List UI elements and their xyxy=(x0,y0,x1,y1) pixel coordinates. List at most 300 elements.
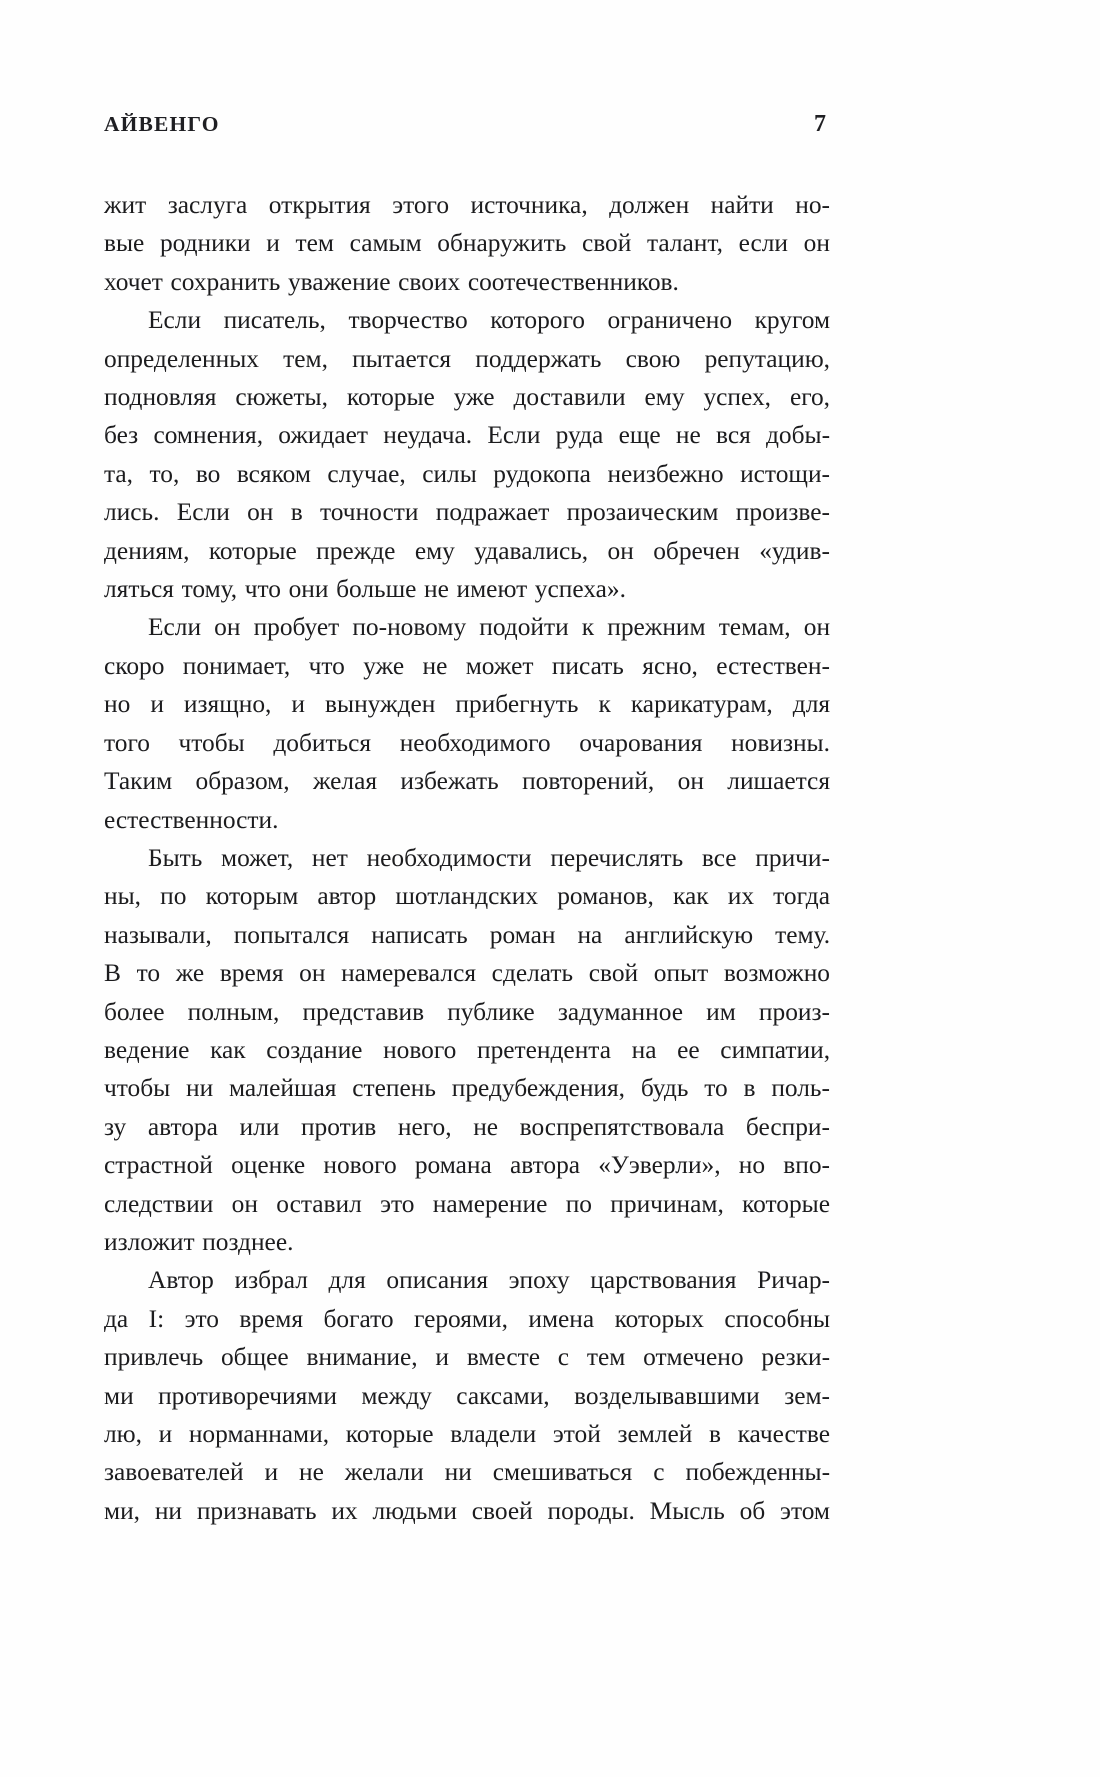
word: сюжеты, xyxy=(235,383,328,412)
word-space xyxy=(371,186,392,224)
word: талант, xyxy=(646,229,723,258)
word-space xyxy=(368,416,383,454)
word: тогда xyxy=(773,882,830,911)
word-space xyxy=(422,224,438,262)
word-space xyxy=(130,685,150,723)
word: нового xyxy=(323,1151,397,1180)
word-space xyxy=(172,762,195,800)
word-space xyxy=(432,1377,456,1415)
word-space xyxy=(290,647,308,685)
word: это xyxy=(380,1189,415,1218)
word-space xyxy=(328,340,352,378)
word-space xyxy=(718,493,735,531)
word-space xyxy=(570,1261,591,1299)
text-line xyxy=(104,762,830,800)
word: желали xyxy=(344,1458,424,1487)
word: найти xyxy=(710,191,774,219)
word-space xyxy=(740,532,759,570)
word: пытается xyxy=(352,344,452,373)
word-space xyxy=(788,224,804,262)
word-space xyxy=(391,263,399,301)
word: если xyxy=(738,229,788,258)
word-space xyxy=(495,378,514,416)
word: открытия xyxy=(268,191,371,219)
word-space xyxy=(434,1415,451,1453)
word: подойти xyxy=(479,613,569,642)
word-space xyxy=(701,416,716,454)
word: необходимости xyxy=(366,843,532,872)
word-space xyxy=(259,340,283,378)
word: автора xyxy=(147,1112,218,1141)
word-space xyxy=(240,608,253,646)
word-space xyxy=(133,455,149,493)
word-space xyxy=(689,186,710,224)
text-line xyxy=(104,532,830,570)
word: темам, xyxy=(718,613,791,642)
word: Если xyxy=(176,498,230,527)
word-space xyxy=(591,455,607,493)
word-space xyxy=(424,993,447,1031)
word: которые xyxy=(208,536,297,565)
word-space xyxy=(634,532,653,570)
word: удавались, xyxy=(474,536,589,565)
word: качестве xyxy=(737,1420,830,1448)
word: больше xyxy=(336,575,417,604)
word: ни xyxy=(186,1074,214,1103)
word-space xyxy=(163,263,171,301)
word: романов, xyxy=(557,882,654,911)
word: способны xyxy=(724,1304,831,1333)
word: противоречиями xyxy=(158,1381,337,1410)
text-line xyxy=(104,877,830,915)
word-space xyxy=(303,1300,323,1338)
word-space xyxy=(724,455,740,493)
word: которые xyxy=(345,1420,434,1448)
word-space xyxy=(602,916,624,954)
word-space xyxy=(603,416,618,454)
word-space xyxy=(449,1338,467,1376)
word: ведение xyxy=(104,1035,190,1064)
word: землей xyxy=(617,1420,693,1448)
word-space xyxy=(638,954,654,992)
word: того xyxy=(104,728,150,757)
word-space xyxy=(624,647,642,685)
word-space xyxy=(376,877,395,915)
word: следствии xyxy=(104,1189,214,1218)
word: впо- xyxy=(783,1151,830,1180)
word: но xyxy=(738,1151,766,1180)
word-space xyxy=(246,1031,267,1069)
word-space xyxy=(753,916,775,954)
word-space xyxy=(213,1185,231,1223)
word: родники xyxy=(159,229,251,258)
word-space xyxy=(683,839,702,877)
word-space xyxy=(189,532,208,570)
word-space xyxy=(721,1415,738,1453)
word: избрал xyxy=(234,1266,308,1295)
word-space xyxy=(334,224,350,262)
text-line xyxy=(104,1223,830,1261)
word-space xyxy=(195,1223,203,1261)
text-line xyxy=(104,301,830,339)
word: роман xyxy=(489,920,556,949)
word: еще xyxy=(618,421,661,450)
word: время xyxy=(219,959,284,988)
word-space xyxy=(704,1300,724,1338)
word-space xyxy=(625,1338,643,1376)
word-space xyxy=(601,1415,618,1453)
word-space xyxy=(160,954,176,992)
word: владели xyxy=(450,1420,537,1448)
word-space xyxy=(626,378,645,416)
word: необходимого xyxy=(399,728,551,757)
word: но- xyxy=(795,191,830,219)
word: побежденны- xyxy=(685,1458,831,1487)
word-space xyxy=(345,647,363,685)
word: ограничено xyxy=(607,306,733,335)
word: произ- xyxy=(758,997,830,1026)
word: он xyxy=(231,1189,258,1218)
word: имеют xyxy=(456,575,528,604)
text-line xyxy=(104,186,830,224)
word: тем xyxy=(586,1343,626,1372)
word-space xyxy=(488,1261,509,1299)
word-space xyxy=(172,1415,189,1453)
word: вые xyxy=(104,229,145,258)
word: героями, xyxy=(414,1304,508,1333)
text-line xyxy=(104,724,830,762)
word: и xyxy=(291,690,306,719)
word: силы xyxy=(422,459,477,488)
word-space xyxy=(656,1031,677,1069)
word: да xyxy=(104,1304,129,1333)
word-space xyxy=(698,647,716,685)
word: описания xyxy=(386,1266,488,1295)
word: против xyxy=(300,1112,377,1141)
word-space xyxy=(436,1069,452,1107)
word: тем, xyxy=(283,344,328,373)
word-space xyxy=(416,570,424,608)
word: очарования xyxy=(579,728,703,757)
word: что xyxy=(308,651,345,680)
word: создание xyxy=(266,1035,363,1064)
word: как xyxy=(210,1035,246,1064)
word-space xyxy=(146,186,167,224)
text-line xyxy=(104,801,830,839)
word: изящно, xyxy=(183,690,272,719)
word-space xyxy=(533,1492,548,1530)
word: хочет xyxy=(104,267,163,296)
word: нового xyxy=(383,1035,457,1064)
word-space xyxy=(337,1377,361,1415)
word-space xyxy=(358,1492,373,1530)
word: ми, xyxy=(104,1496,141,1525)
word-space xyxy=(774,186,795,224)
word-space xyxy=(751,416,766,454)
word-space xyxy=(218,1108,240,1146)
paragraph-indent xyxy=(104,1261,148,1299)
word-space xyxy=(339,608,352,646)
word-space xyxy=(326,301,349,339)
word: своей xyxy=(471,1496,533,1525)
word: причи- xyxy=(755,843,830,872)
word: породы. xyxy=(547,1496,635,1525)
word-space xyxy=(578,685,598,723)
word-space xyxy=(174,570,182,608)
word: то xyxy=(704,1074,728,1103)
word: для xyxy=(328,1266,366,1295)
word-space xyxy=(499,762,522,800)
word-space xyxy=(328,570,336,608)
word-space xyxy=(508,1300,528,1338)
word: по xyxy=(160,882,187,911)
word-space xyxy=(201,301,224,339)
word-space xyxy=(376,1108,398,1146)
word-space xyxy=(754,877,773,915)
word-space xyxy=(611,1031,632,1069)
word: поддержать xyxy=(475,344,602,373)
word: нет xyxy=(311,843,348,872)
text-line xyxy=(104,570,830,608)
text-line xyxy=(104,224,830,262)
word: пробует xyxy=(253,613,340,642)
word-space xyxy=(455,532,474,570)
word: он xyxy=(299,959,326,988)
word: он xyxy=(803,613,831,642)
word-space xyxy=(418,1338,436,1376)
word: та, xyxy=(104,459,134,488)
page-number: 7 xyxy=(814,111,826,137)
word: сохранить xyxy=(170,267,281,296)
word-space xyxy=(328,378,347,416)
word: этой xyxy=(552,1420,601,1448)
word: новизны. xyxy=(731,728,830,757)
word-space xyxy=(305,685,325,723)
word: с xyxy=(653,1458,665,1487)
text-line xyxy=(104,1453,830,1491)
word-space xyxy=(654,877,673,915)
text-line xyxy=(104,685,830,723)
word-space xyxy=(213,1069,229,1107)
text-line xyxy=(104,916,830,954)
word: I: xyxy=(148,1304,165,1333)
word: романа xyxy=(414,1151,492,1180)
word-space xyxy=(182,1492,197,1530)
word: привлечь xyxy=(104,1343,204,1372)
word: ясно, xyxy=(642,651,698,680)
word: «удив- xyxy=(759,536,830,565)
word: свою xyxy=(625,344,681,373)
word: карикатурам, xyxy=(630,690,773,719)
word: намерение xyxy=(432,1189,548,1218)
word: намеревался xyxy=(341,959,477,988)
word: завоевателей xyxy=(104,1458,244,1487)
word: этом xyxy=(780,1496,830,1525)
word-space xyxy=(395,532,414,570)
word: называли, xyxy=(104,920,212,949)
word: их xyxy=(331,1496,358,1525)
word: тему. xyxy=(775,920,831,949)
text-line xyxy=(104,1261,830,1299)
word-space xyxy=(533,647,551,685)
word-space xyxy=(424,1453,445,1491)
word-space xyxy=(732,301,755,339)
word: не xyxy=(422,651,448,680)
word: уже xyxy=(363,651,405,680)
paragraph xyxy=(104,301,830,608)
word-space xyxy=(278,1453,299,1491)
word-space xyxy=(472,1453,493,1491)
word: общее xyxy=(220,1343,289,1372)
word-space xyxy=(164,647,182,685)
word-space xyxy=(142,1415,159,1453)
word-space xyxy=(126,1108,148,1146)
word: в xyxy=(290,498,303,527)
word-space xyxy=(325,954,341,992)
word: об xyxy=(739,1496,766,1525)
word-space xyxy=(700,1031,721,1069)
word-space xyxy=(349,916,371,954)
word-space xyxy=(220,455,236,493)
word: как xyxy=(673,882,709,911)
word-space xyxy=(284,954,300,992)
word: источника, xyxy=(470,191,588,219)
word: добы- xyxy=(766,421,831,450)
text-line xyxy=(104,416,830,454)
word-space xyxy=(289,1338,307,1376)
text-line xyxy=(104,1492,830,1530)
word: представив xyxy=(302,997,425,1026)
word-space xyxy=(451,340,475,378)
word: имена xyxy=(528,1304,595,1333)
word: писатель, xyxy=(223,306,326,335)
word-space xyxy=(661,416,676,454)
word: тем xyxy=(295,229,334,258)
word-space xyxy=(244,1453,265,1491)
text-line xyxy=(104,647,830,685)
word-space xyxy=(611,685,631,723)
word: беспри- xyxy=(745,1112,830,1141)
text-line xyxy=(104,993,830,1031)
word-space xyxy=(476,954,492,992)
word: обнаружить xyxy=(437,229,567,258)
word-space xyxy=(140,1492,155,1530)
word: зу xyxy=(104,1112,127,1141)
word-space xyxy=(449,186,470,224)
word: кругом xyxy=(754,306,831,335)
word-space xyxy=(538,877,557,915)
word-space xyxy=(214,1261,235,1299)
word-space xyxy=(336,1069,352,1107)
word: жит xyxy=(104,191,147,219)
word: по-новому xyxy=(352,613,467,642)
word: прозаическим xyxy=(566,498,719,527)
word-space xyxy=(164,1300,184,1338)
word-space xyxy=(592,1185,610,1223)
word-space xyxy=(202,839,221,877)
word-space xyxy=(305,1146,323,1184)
word-space xyxy=(771,378,790,416)
word-space xyxy=(179,455,195,493)
word: возможно xyxy=(723,959,830,988)
word-space xyxy=(457,1492,472,1530)
word: ми xyxy=(104,1381,134,1410)
word-space xyxy=(580,1146,598,1184)
paragraph-indent xyxy=(104,608,148,646)
word: и xyxy=(150,690,164,719)
word-space xyxy=(230,493,247,531)
word-space xyxy=(348,839,367,877)
word: будь xyxy=(640,1074,689,1103)
text-line xyxy=(104,1338,830,1376)
word-space xyxy=(186,877,205,915)
word: по xyxy=(565,1189,592,1218)
word: ожидает xyxy=(278,421,369,450)
word: царствования xyxy=(590,1266,737,1295)
word-space xyxy=(271,685,291,723)
word: он xyxy=(214,613,241,642)
word: ни xyxy=(444,1458,472,1487)
word: чтобы xyxy=(104,1074,171,1103)
word: успеха». xyxy=(534,575,626,604)
word-space xyxy=(723,224,739,262)
word: уже xyxy=(453,383,495,412)
word: позднее. xyxy=(202,1227,294,1256)
word-space xyxy=(721,1146,739,1184)
word: это xyxy=(184,1304,219,1333)
word: ему xyxy=(414,536,455,565)
running-title: АЙВЕНГО xyxy=(104,112,220,136)
word-space xyxy=(466,608,479,646)
word: неудача. xyxy=(383,421,473,450)
word: скоро xyxy=(104,651,165,680)
word-space xyxy=(685,378,704,416)
text-line xyxy=(104,263,830,301)
word: сомнения, xyxy=(153,421,264,450)
word-space xyxy=(472,416,487,454)
word-space xyxy=(435,685,455,723)
word: малейшая xyxy=(229,1074,337,1103)
word: определенных xyxy=(104,344,259,373)
text-line xyxy=(104,608,830,646)
word-space xyxy=(435,378,454,416)
word: тому, xyxy=(181,575,238,604)
word-space xyxy=(303,493,320,531)
word-space xyxy=(547,1185,565,1223)
word: «Уэверли», xyxy=(598,1151,721,1180)
word-space xyxy=(468,916,490,954)
word-space xyxy=(258,1185,276,1223)
word-space xyxy=(773,685,793,723)
word: но xyxy=(104,690,131,719)
word-space xyxy=(765,1492,780,1530)
word-space xyxy=(297,532,316,570)
word: и xyxy=(158,1420,173,1448)
word-space xyxy=(549,493,566,531)
text-line xyxy=(104,1031,830,1069)
word-space xyxy=(245,724,274,762)
text-line xyxy=(104,493,830,531)
word: лись. xyxy=(104,498,160,527)
word: он xyxy=(803,229,830,258)
word-space xyxy=(237,570,245,608)
word-space xyxy=(216,378,235,416)
text-line xyxy=(104,1377,830,1415)
word-space xyxy=(456,1031,477,1069)
word-space xyxy=(791,608,804,646)
word-space xyxy=(736,1261,757,1299)
word: отмечено xyxy=(643,1343,744,1372)
